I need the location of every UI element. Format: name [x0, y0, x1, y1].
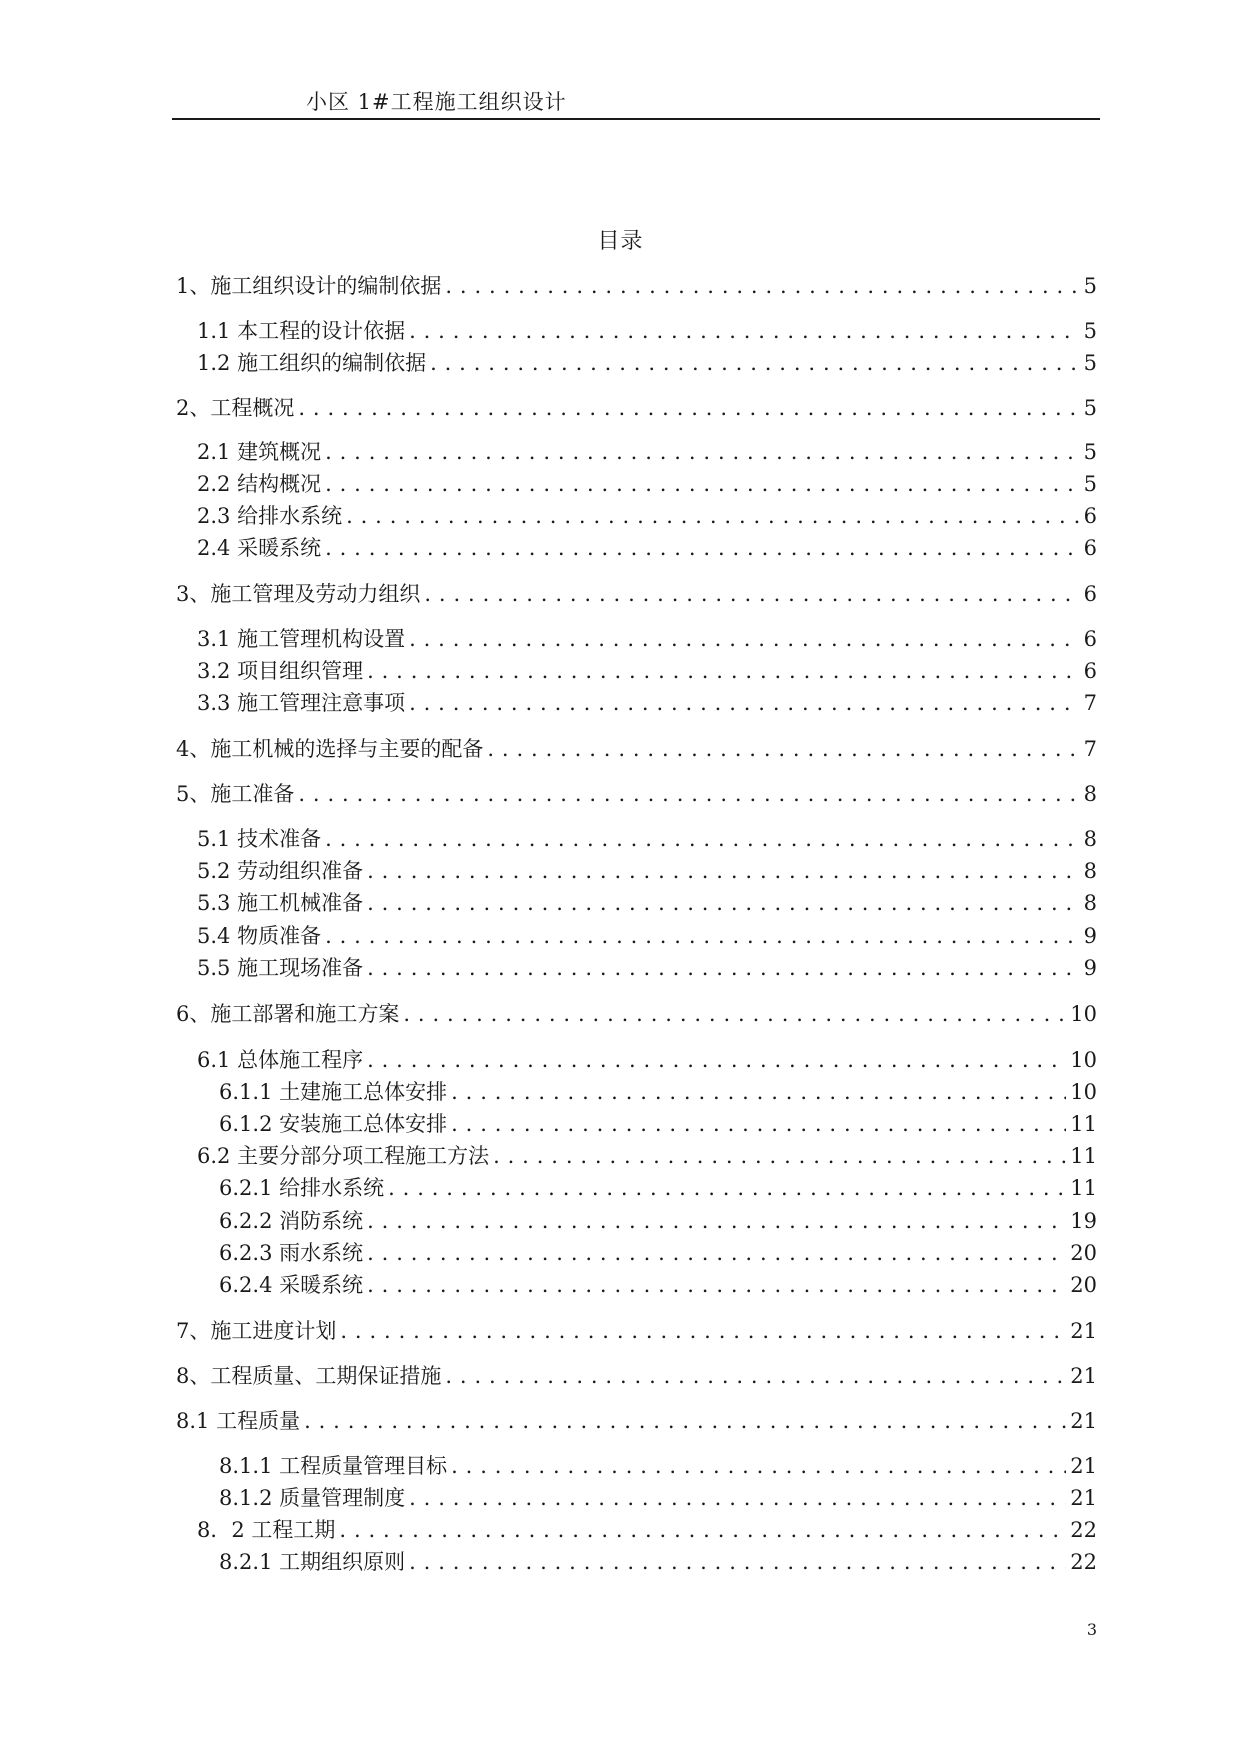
toc-entry-page: 5 — [1083, 396, 1097, 420]
toc-dot-leader — [388, 1173, 1066, 1203]
toc-entry-label: 2.1 建筑概况 — [197, 440, 322, 464]
toc-entry-label: 7、施工进度计划 — [176, 1319, 337, 1343]
toc-entry-label: 5.4 物质准备 — [197, 924, 322, 948]
toc-dot-leader — [367, 888, 1080, 918]
toc-entry-label: 2、工程概况 — [176, 396, 295, 420]
toc-dot-leader — [451, 1109, 1066, 1139]
toc-entry[interactable] — [176, 1361, 1097, 1391]
page-number: 3 — [1086, 1620, 1097, 1639]
toc-entry-page: 6 — [1083, 536, 1097, 560]
toc-entry[interactable] — [176, 393, 1097, 423]
toc-entry-label: 6.2 主要分部分项工程施工方法 — [197, 1144, 490, 1168]
toc-entry[interactable] — [219, 1109, 1097, 1139]
toc-entry-label: 8．2 工程工期 — [197, 1518, 336, 1542]
toc-dot-leader — [430, 348, 1080, 378]
toc-entry[interactable] — [197, 348, 1097, 378]
toc-entry[interactable] — [176, 1316, 1097, 1346]
toc-entry-label: 1.2 施工组织的编制依据 — [197, 351, 427, 375]
toc-entry-page: 5 — [1083, 319, 1097, 343]
toc-entry-page: 7 — [1083, 691, 1097, 715]
toc-entry[interactable] — [197, 824, 1097, 854]
toc-entry[interactable] — [176, 1406, 1097, 1436]
toc-dot-leader — [409, 624, 1080, 654]
toc-entry-label: 6、施工部署和施工方案 — [176, 1002, 400, 1026]
toc-entry-label: 4、施工机械的选择与主要的配备 — [176, 737, 484, 761]
toc-dot-leader — [325, 469, 1080, 499]
toc-entry-label: 1、施工组织设计的编制依据 — [176, 274, 442, 298]
toc-entry[interactable] — [219, 1206, 1097, 1236]
toc-entry-label: 6.1.2 安装施工总体安排 — [219, 1112, 448, 1136]
toc-entry-label: 8.2.1 工期组织原则 — [219, 1550, 406, 1574]
toc-dot-leader — [298, 393, 1079, 423]
toc-dot-leader — [409, 688, 1080, 718]
toc-entry-page: 20 — [1070, 1273, 1097, 1297]
toc-entry-page: 5 — [1083, 472, 1097, 496]
toc-dot-leader — [346, 501, 1080, 531]
toc-entry[interactable] — [176, 999, 1097, 1029]
toc-dot-leader — [403, 999, 1066, 1029]
toc-entry-page: 19 — [1070, 1209, 1097, 1233]
toc-entry-page: 7 — [1083, 737, 1097, 761]
toc-dot-leader — [367, 1270, 1066, 1300]
toc-entry-label: 3.1 施工管理机构设置 — [197, 627, 406, 651]
toc-entry-label: 8.1.1 工程质量管理目标 — [219, 1454, 448, 1478]
toc-entry-label: 8.1.2 质量管理制度 — [219, 1486, 406, 1510]
toc-entry[interactable] — [197, 856, 1097, 886]
toc-dot-leader — [409, 316, 1080, 346]
toc-entry-page: 21 — [1070, 1319, 1097, 1343]
toc-entry[interactable] — [197, 316, 1097, 346]
toc-entry-page: 11 — [1070, 1144, 1097, 1168]
toc-entry-label: 2.3 给排水系统 — [197, 504, 343, 528]
toc-dot-leader — [367, 1045, 1066, 1075]
toc-entry-page: 21 — [1070, 1409, 1097, 1433]
toc-entry-label: 5.5 施工现场准备 — [197, 956, 364, 980]
toc-entry[interactable] — [197, 688, 1097, 718]
toc-dot-leader — [451, 1451, 1066, 1481]
toc-dot-leader — [298, 779, 1079, 809]
toc-entry-page: 6 — [1083, 582, 1097, 606]
toc-entry-page: 9 — [1083, 924, 1097, 948]
toc-dot-leader — [493, 1141, 1066, 1171]
toc-entry-page: 5 — [1083, 440, 1097, 464]
toc-dot-leader — [451, 1077, 1066, 1107]
toc-entry-label: 6.2.2 消防系统 — [219, 1209, 364, 1233]
toc-entry-page: 8 — [1083, 827, 1097, 851]
toc-dot-leader — [325, 533, 1080, 563]
toc-dot-leader — [367, 953, 1080, 983]
toc-dot-leader — [367, 1238, 1066, 1268]
toc-dot-leader — [325, 824, 1080, 854]
toc-entry[interactable] — [197, 1515, 1097, 1545]
toc-entry-page: 11 — [1070, 1176, 1097, 1200]
toc-entry[interactable] — [197, 953, 1097, 983]
toc-dot-leader — [487, 734, 1079, 764]
toc-entry-page: 21 — [1070, 1364, 1097, 1388]
toc-entry[interactable] — [197, 533, 1097, 563]
toc-entry[interactable] — [197, 921, 1097, 951]
toc-entry[interactable] — [176, 579, 1097, 609]
toc-dot-leader — [445, 1361, 1066, 1391]
toc-dot-leader — [409, 1483, 1066, 1513]
toc-entry[interactable] — [176, 734, 1097, 764]
toc-entry-label: 3.3 施工管理注意事项 — [197, 691, 406, 715]
toc-entry-label: 1.1 本工程的设计依据 — [197, 319, 406, 343]
toc-dot-leader — [325, 437, 1080, 467]
running-header-title: 小区 1#工程施工组织设计 — [306, 90, 567, 114]
toc-entry-label: 5.3 施工机械准备 — [197, 891, 364, 915]
toc-entry-page: 5 — [1083, 274, 1097, 298]
toc-entry-page: 5 — [1083, 351, 1097, 375]
toc-heading: 目录 — [597, 229, 644, 254]
toc-dot-leader — [367, 1206, 1066, 1236]
toc-entry[interactable] — [197, 501, 1097, 531]
toc-entry[interactable] — [176, 779, 1097, 809]
toc-entry-label: 3.2 项目组织管理 — [197, 659, 364, 683]
toc-entry-label: 5.2 劳动组织准备 — [197, 859, 364, 883]
toc-entry-page: 22 — [1070, 1550, 1097, 1574]
toc-entry-page: 6 — [1083, 627, 1097, 651]
toc-entry-page: 6 — [1083, 659, 1097, 683]
toc-entry-label: 3、施工管理及劳动力组织 — [176, 582, 421, 606]
toc-dot-leader — [367, 856, 1080, 886]
toc-entry-page: 6 — [1083, 504, 1097, 528]
header-divider — [172, 118, 1100, 120]
toc-entry[interactable] — [197, 624, 1097, 654]
toc-entry[interactable] — [176, 271, 1097, 301]
toc-entry[interactable] — [219, 1173, 1097, 1203]
toc-entry-label: 6.2.1 给排水系统 — [219, 1176, 385, 1200]
toc-entry[interactable] — [219, 1451, 1097, 1481]
toc-dot-leader — [445, 271, 1079, 301]
toc-dot-leader — [367, 656, 1080, 686]
toc-entry-page: 11 — [1070, 1112, 1097, 1136]
toc-entry-page: 10 — [1070, 1080, 1097, 1104]
toc-entry-label: 8.1 工程质量 — [176, 1409, 301, 1433]
toc-entry-label: 2.2 结构概况 — [197, 472, 322, 496]
toc-dot-leader — [340, 1316, 1066, 1346]
toc-dot-leader — [339, 1515, 1066, 1545]
toc-dot-leader — [325, 921, 1080, 951]
toc-entry-label: 6.2.3 雨水系统 — [219, 1241, 364, 1265]
toc-entry-page: 21 — [1070, 1486, 1097, 1510]
toc-entry[interactable] — [197, 656, 1097, 686]
toc-entry[interactable] — [197, 469, 1097, 499]
toc-entry-page: 22 — [1070, 1518, 1097, 1542]
toc-entry-page: 21 — [1070, 1454, 1097, 1478]
toc-entry-page: 8 — [1083, 891, 1097, 915]
toc-entry-page: 8 — [1083, 859, 1097, 883]
toc-entry[interactable] — [219, 1077, 1097, 1107]
toc-dot-leader — [424, 579, 1079, 609]
toc-entry-label: 5.1 技术准备 — [197, 827, 322, 851]
toc-entry[interactable] — [197, 437, 1097, 467]
toc-entry[interactable] — [197, 888, 1097, 918]
toc-entry-page: 9 — [1083, 956, 1097, 980]
toc-entry[interactable] — [197, 1141, 1097, 1171]
toc-entry-label: 6.2.4 采暖系统 — [219, 1273, 364, 1297]
toc-entry-label: 5、施工准备 — [176, 782, 295, 806]
toc-dot-leader — [409, 1547, 1066, 1577]
toc-entry[interactable] — [219, 1238, 1097, 1268]
toc-entry[interactable] — [197, 1045, 1097, 1075]
toc-dot-leader — [304, 1406, 1066, 1436]
toc-entry[interactable] — [219, 1270, 1097, 1300]
toc-entry-label: 6.1.1 土建施工总体安排 — [219, 1080, 448, 1104]
toc-entry-label: 8、工程质量、工期保证措施 — [176, 1364, 442, 1388]
toc-entry-label: 6.1 总体施工程序 — [197, 1048, 364, 1072]
toc-entry-label: 2.4 采暖系统 — [197, 536, 322, 560]
toc-entry-page: 10 — [1070, 1048, 1097, 1072]
toc-entry[interactable] — [219, 1547, 1097, 1577]
toc-entry-page: 10 — [1070, 1002, 1097, 1026]
toc-entry-page: 20 — [1070, 1241, 1097, 1265]
toc-entry-page: 8 — [1083, 782, 1097, 806]
toc-entry[interactable] — [219, 1483, 1097, 1513]
